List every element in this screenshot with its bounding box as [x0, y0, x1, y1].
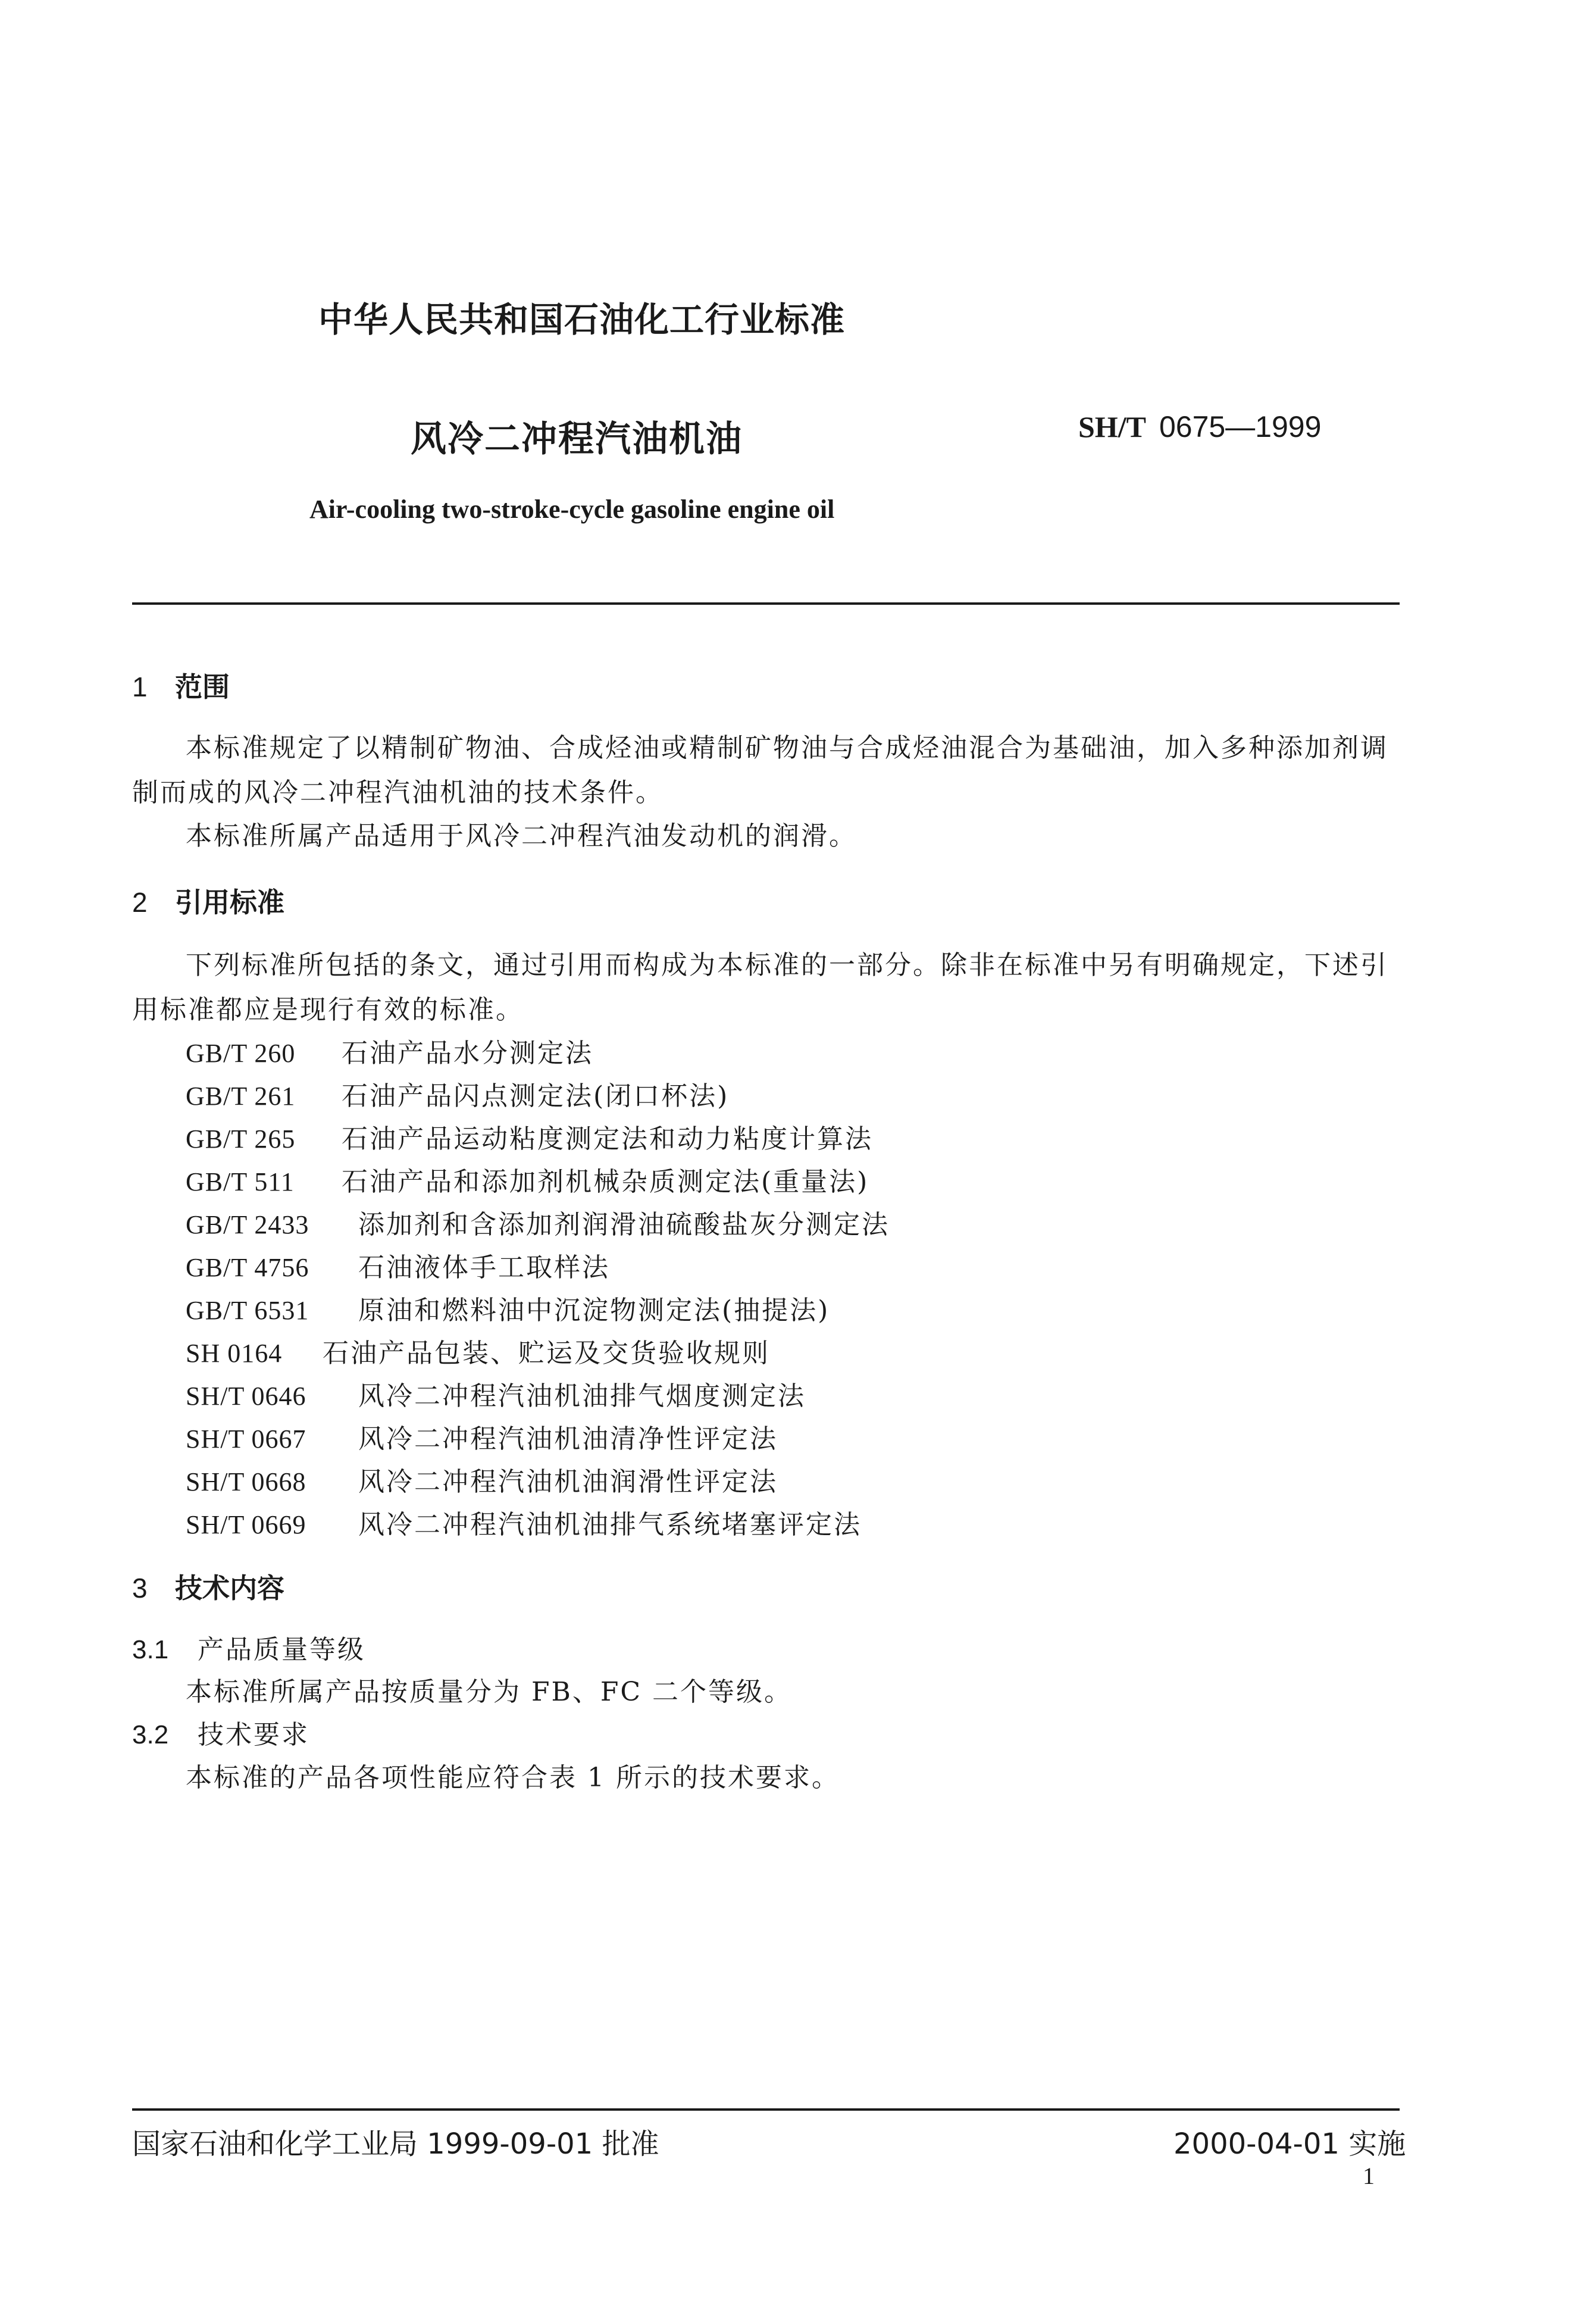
header-divider: [132, 602, 1400, 605]
subsection-3-1-heading: [132, 1628, 365, 1666]
reference-item: [186, 1032, 593, 1070]
reference-title: 风冷二冲程汽油机油润滑性评定法: [358, 1467, 778, 1497]
reference-item: [186, 1160, 869, 1198]
reference-code: SH/T 0668: [186, 1467, 306, 1496]
document-title: 风冷二冲程汽油机油: [411, 418, 743, 460]
section-2-paragraph-line-2: 用标准都应是现行有效的标准。: [132, 995, 524, 1025]
reference-code: GB/T 6531: [186, 1296, 309, 1325]
reference-code: SH/T 0646: [186, 1382, 306, 1411]
subsection-3-2-number: 3.2: [132, 1720, 169, 1749]
reference-code: GB/T 265: [186, 1124, 296, 1154]
reference-title: 石油产品水分测定法: [342, 1038, 593, 1068]
reference-item: [186, 1074, 729, 1112]
standard-code: [1078, 410, 1321, 444]
subsection-3-2-title: 技术要求: [198, 1720, 309, 1750]
reference-title: 风冷二冲程汽油机油清净性评定法: [358, 1424, 778, 1454]
reference-code: SH/T 0669: [186, 1510, 306, 1539]
approval-info: 国家石油和化学工业局 1999-09-01 批准: [132, 2127, 659, 2161]
reference-code: GB/T 4756: [186, 1253, 309, 1282]
reference-item: [186, 1117, 873, 1155]
standard-code-prefix: SH/T: [1078, 410, 1146, 443]
subsection-3-2-text: 本标准的产品各项性能应符合表 1 所示的技术要求。: [186, 1762, 840, 1793]
section-2-title: 引用标准: [175, 886, 284, 918]
reference-title: 石油产品闪点测定法(闭口杯法): [342, 1081, 730, 1111]
section-3-heading: [132, 1567, 284, 1606]
reference-title: 原油和燃料油中沉淀物测定法(抽提法): [358, 1295, 830, 1326]
section-1-title: 范围: [175, 671, 230, 703]
industry-standard-title: 中华人民共和国石油化工行业标准: [318, 299, 846, 340]
reference-title: 石油产品和添加剂机械杂质测定法(重量法): [342, 1167, 869, 1197]
section-1-paragraph-1-line-1: 本标准规定了以精制矿物油、合成烃油或精制矿物油与合成烃油混合为基础油，加入多种添加剂调: [186, 733, 1388, 763]
reference-code: GB/T 261: [186, 1082, 296, 1111]
footer-divider: [132, 2108, 1400, 2111]
implementation-date: 2000-04-01 实施: [1173, 2127, 1406, 2161]
section-2-number: 2: [132, 887, 148, 918]
reference-title: 石油液体手工取样法: [358, 1252, 610, 1283]
reference-item: [186, 1203, 890, 1241]
reference-code: SH 0164: [186, 1339, 283, 1368]
reference-title: 风冷二冲程汽油机油排气烟度测定法: [358, 1381, 806, 1411]
standard-code-number: 0675—1999: [1159, 410, 1322, 443]
subsection-3-1-title: 产品质量等级: [198, 1635, 365, 1665]
reference-code: SH/T 0667: [186, 1424, 306, 1454]
reference-item: [186, 1289, 830, 1327]
section-3-title: 技术内容: [175, 1572, 284, 1604]
english-title: Air-cooling two-stroke-cycle gasoline engine oil: [309, 495, 835, 524]
section-1-paragraph-1-line-2: 制而成的风冷二冲程汽油机油的技术条件。: [132, 777, 664, 808]
reference-item: [186, 1332, 770, 1370]
reference-code: GB/T 511: [186, 1167, 295, 1196]
reference-item: [186, 1417, 778, 1455]
section-2-heading: [132, 881, 284, 920]
reference-code: GB/T 260: [186, 1039, 296, 1068]
reference-code: GB/T 2433: [186, 1210, 309, 1239]
section-2-paragraph-line-1: 下列标准所包括的条文，通过引用而构成为本标准的一部分。除非在标准中另有明确规定，下述引: [186, 950, 1388, 980]
reference-item: [186, 1503, 862, 1541]
reference-title: 石油产品运动粘度测定法和动力粘度计算法: [342, 1124, 873, 1154]
section-1-paragraph-2: 本标准所属产品适用于风冷二冲程汽油发动机的润滑。: [186, 821, 857, 851]
subsection-3-2-heading: [132, 1713, 309, 1751]
reference-item: [186, 1460, 778, 1498]
reference-title: 风冷二冲程汽油机油排气系统堵塞评定法: [358, 1510, 862, 1540]
section-1-number: 1: [132, 671, 148, 702]
page-number: 1: [1363, 2162, 1375, 2189]
section-3-number: 3: [132, 1573, 148, 1604]
subsection-3-1-text: 本标准所属产品按质量分为 FB、FC 二个等级。: [186, 1677, 793, 1707]
section-1-heading: [132, 665, 230, 705]
subsection-3-1-number: 3.1: [132, 1635, 169, 1664]
reference-title: 石油产品包装、贮运及交货验收规则: [323, 1338, 770, 1368]
reference-title: 添加剂和含添加剂润滑油硫酸盐灰分测定法: [358, 1210, 890, 1240]
reference-item: [186, 1246, 610, 1284]
reference-item: [186, 1374, 806, 1412]
